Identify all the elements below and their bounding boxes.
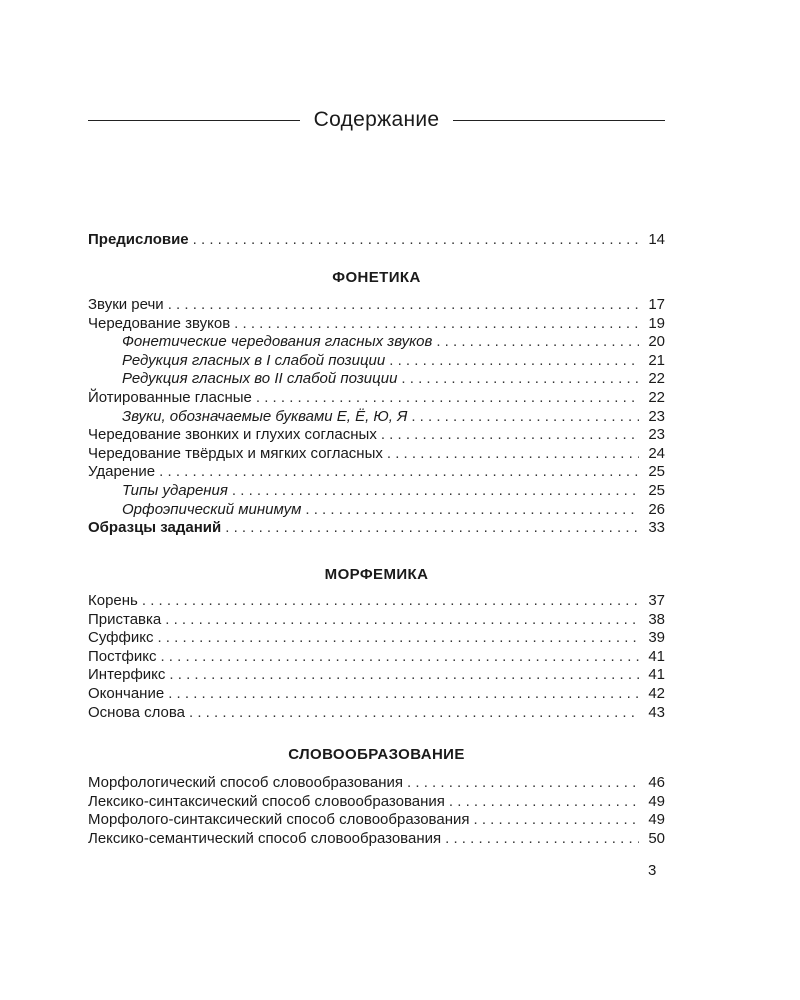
- section-morphemics-list: [88, 592, 665, 722]
- toc-leader-dots: [165, 611, 639, 630]
- toc-subentry[interactable]: [88, 501, 665, 520]
- toc-entry-page: 33: [648, 519, 665, 537]
- section-word-formation-list: [88, 774, 665, 848]
- toc-entry-label: Фонетические чередования гласных звуков: [122, 333, 433, 351]
- toc-entry-page: 41: [648, 647, 665, 665]
- toc-leader-dots: [234, 315, 639, 334]
- toc-leader-dots: [160, 648, 639, 667]
- toc-entry-page: 23: [648, 426, 665, 444]
- section-heading-word-formation: СЛОВООБРАЗОВАНИЕ: [288, 746, 465, 763]
- toc-leader-dots: [193, 231, 639, 250]
- toc-leader-dots: [168, 296, 639, 315]
- toc-subentry[interactable]: [88, 482, 665, 501]
- toc-entry-page: 38: [648, 610, 665, 628]
- toc-leader-dots: [168, 685, 639, 704]
- toc-leader-dots: [445, 830, 639, 849]
- toc-entry-page: 46: [648, 774, 665, 791]
- toc-leader-dots: [225, 519, 639, 538]
- toc-entry-label: Звуки, обозначаемые буквами Е, Ё, Ю, Я: [122, 407, 408, 425]
- toc-entry[interactable]: [88, 811, 665, 830]
- toc-entry-label: Корень: [88, 592, 138, 609]
- toc-entry[interactable]: [88, 685, 665, 704]
- toc-entry[interactable]: [88, 296, 665, 315]
- toc-entry-page: 49: [648, 792, 665, 810]
- toc-leader-dots: [305, 501, 639, 520]
- toc-leader-dots: [407, 774, 639, 793]
- title-rule-left: [88, 120, 300, 121]
- toc-entry-label: Редукция гласных во II слабой позиции: [122, 370, 398, 388]
- toc-leader-dots: [411, 408, 639, 427]
- toc-entry[interactable]: [88, 592, 665, 611]
- toc-entry-label: Чередование твёрдых и мягких согласных: [88, 444, 383, 462]
- toc-entry-label: Лексико-синтаксический способ словообразования: [88, 792, 445, 810]
- toc-entry-page: 25: [648, 481, 665, 499]
- toc-subentry[interactable]: [88, 352, 665, 371]
- toc-entry-label: Типы ударения: [122, 481, 228, 499]
- toc-entry-label: Ударение: [88, 463, 156, 481]
- toc-entry[interactable]: [88, 389, 665, 408]
- preface-block: [88, 231, 665, 250]
- toc-entry-preface[interactable]: [88, 231, 665, 250]
- toc-entry[interactable]: [88, 704, 665, 723]
- toc-entry-label: Приставка: [88, 610, 162, 628]
- toc-entry-label: Суффикс: [88, 629, 154, 647]
- section-heading-morphemics: МОРФЕМИКА: [324, 566, 429, 583]
- toc-entry[interactable]: [88, 629, 665, 648]
- toc-leader-dots: [157, 629, 639, 648]
- toc-entry-page: 22: [648, 370, 665, 388]
- toc-leader-dots: [189, 704, 639, 723]
- title-rule-right: [453, 120, 665, 121]
- toc-leader-dots: [232, 482, 639, 501]
- section-phonetics-list: [88, 296, 665, 538]
- contents-title-row: [88, 104, 665, 136]
- toc-entry-label: Окончание: [88, 684, 165, 702]
- toc-entry-label: Предисловие: [88, 231, 189, 248]
- toc-entry-label: Морфолого-синтаксический способ словообразования: [88, 811, 470, 829]
- toc-entry-page: 21: [648, 351, 665, 369]
- toc-entry[interactable]: [88, 426, 665, 445]
- toc-entry-label: Редукция гласных в I слабой позиции: [122, 351, 386, 369]
- toc-entry-page: 14: [648, 231, 665, 248]
- toc-entry-page: 19: [648, 314, 665, 332]
- toc-leader-dots: [401, 370, 639, 389]
- toc-entry[interactable]: [88, 648, 665, 667]
- toc-leader-dots: [381, 426, 639, 445]
- toc-entry[interactable]: [88, 445, 665, 464]
- toc-entry[interactable]: [88, 463, 665, 482]
- page-number: 3: [648, 862, 657, 879]
- toc-subentry[interactable]: [88, 408, 665, 427]
- toc-entry-label: Постфикс: [88, 647, 157, 665]
- toc-leader-dots: [159, 463, 639, 482]
- toc-entry-label: Чередование звуков: [88, 314, 231, 332]
- toc-entry-label: Основа слова: [88, 703, 186, 721]
- toc-entry-page: 41: [648, 666, 665, 684]
- toc-entry-label: Интерфикс: [88, 666, 166, 684]
- toc-entry-page: 37: [648, 592, 665, 609]
- toc-entry-page: 49: [648, 811, 665, 829]
- toc-entry-page: 42: [648, 684, 665, 702]
- toc-entry-page: 25: [648, 463, 665, 481]
- toc-leader-dots: [436, 333, 639, 352]
- toc-entry[interactable]: [88, 774, 665, 793]
- toc-entry-label: Чередование звонких и глухих согласных: [88, 426, 377, 444]
- section-heading-phonetics: ФОНЕТИКА: [332, 269, 421, 286]
- toc-leader-dots: [387, 445, 639, 464]
- toc-entry-page: 43: [648, 703, 665, 721]
- toc-entry[interactable]: [88, 611, 665, 630]
- toc-entry-label: Образцы заданий: [88, 519, 222, 537]
- toc-entry-page: 17: [648, 296, 665, 313]
- toc-entry-label: Лексико-семантический способ словообразования: [88, 829, 442, 847]
- toc-entry[interactable]: [88, 830, 665, 849]
- toc-entry-page: 39: [648, 629, 665, 647]
- toc-entry-page: 23: [648, 407, 665, 425]
- toc-entry-page: 22: [648, 388, 665, 406]
- toc-leader-dots: [389, 352, 639, 371]
- toc-entry[interactable]: [88, 793, 665, 812]
- page-title: Содержание: [313, 108, 440, 131]
- toc-entry[interactable]: [88, 666, 665, 685]
- toc-subentry[interactable]: [88, 333, 665, 352]
- toc-entry[interactable]: [88, 315, 665, 334]
- toc-entry-label: Звуки речи: [88, 296, 164, 313]
- toc-entry-page: 26: [648, 500, 665, 518]
- toc-leader-dots: [169, 666, 639, 685]
- toc-entry-label: Орфоэпический минимум: [122, 500, 302, 518]
- toc-entry-page: 20: [648, 333, 665, 351]
- toc-entry-page: 50: [648, 829, 665, 847]
- toc-entry-page: 24: [648, 444, 665, 462]
- toc-leader-dots: [142, 592, 639, 611]
- toc-entry-label: Йотированные гласные: [88, 388, 252, 406]
- toc-leader-dots: [449, 793, 639, 812]
- toc-entry-samples[interactable]: [88, 519, 665, 538]
- toc-entry-label: Морфологический способ словообразования: [88, 774, 404, 791]
- toc-subentry[interactable]: [88, 370, 665, 389]
- toc-leader-dots: [256, 389, 639, 408]
- toc-leader-dots: [473, 811, 639, 830]
